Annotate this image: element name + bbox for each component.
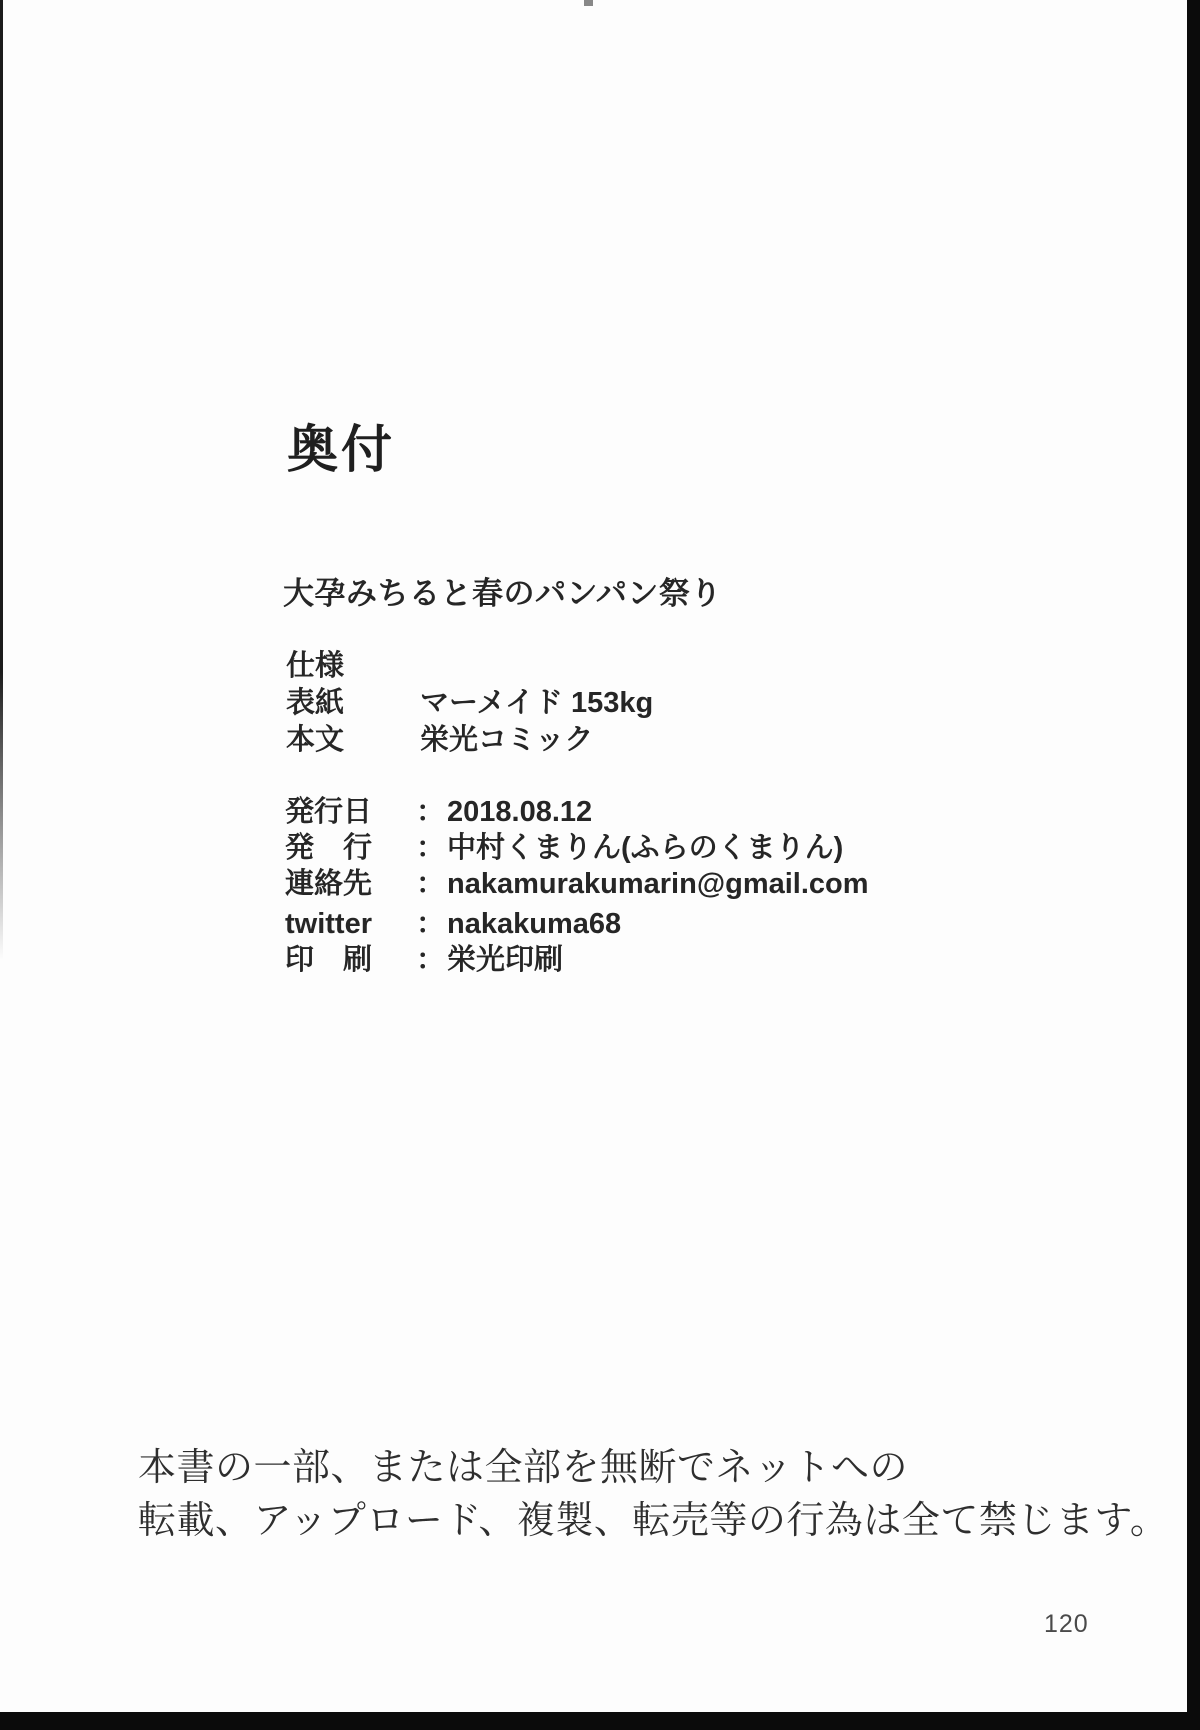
- spec-heading: 仕様: [286, 650, 345, 682]
- page-number: 120: [1044, 1610, 1089, 1638]
- notice-line: 本書の一部、または全部を無断でネットへの: [138, 1447, 909, 1489]
- info-label: 連絡先: [285, 868, 373, 900]
- copyright-notice: [138, 1442, 1168, 1548]
- spec-value: マーメイド 153kg: [420, 687, 654, 719]
- info-colon: ：: [416, 944, 446, 976]
- scan-border-right: [1187, 0, 1200, 1730]
- book-title: 大孕みちると春のパンパン祭り: [283, 576, 722, 611]
- spec-row-cover: [286, 685, 653, 722]
- info-value: nakamurakumarin@gmail.com: [447, 868, 869, 900]
- spec-block: [286, 648, 653, 759]
- notice-line: 転載、アップロード、複製、転売等の行為は全て禁じます。: [138, 1500, 1169, 1542]
- info-value: 2018.08.12: [447, 796, 593, 828]
- info-label: 印 刷: [285, 944, 373, 976]
- spec-value: 栄光コミック: [420, 724, 594, 756]
- info-value: 中村くまりん(ふらのくまりん): [447, 832, 844, 864]
- info-value: 栄光印刷: [447, 944, 564, 976]
- spec-row-body: [286, 722, 653, 759]
- info-label: twitter: [285, 908, 372, 940]
- colophon-heading: 奥付: [287, 421, 396, 478]
- info-colon: ：: [416, 832, 446, 864]
- info-row-contact: [285, 866, 869, 902]
- info-label: 発 行: [285, 832, 373, 864]
- info-colon: ：: [416, 796, 446, 828]
- info-row-twitter: [285, 906, 869, 942]
- info-row-printer: [285, 942, 869, 978]
- info-label: 発行日: [285, 796, 373, 828]
- info-colon: ：: [416, 908, 446, 940]
- info-row-publisher: [285, 830, 869, 866]
- scan-edge-left: [0, 0, 3, 960]
- scan-border-bottom: [0, 1712, 1200, 1730]
- info-value: nakakuma68: [447, 908, 622, 940]
- info-colon: ：: [416, 868, 446, 900]
- info-row-publish-date: [285, 794, 869, 830]
- spec-label: 表紙: [286, 687, 345, 719]
- spec-label: 本文: [286, 724, 345, 756]
- publication-info-block: [285, 794, 869, 978]
- scan-smudge: [584, 0, 593, 6]
